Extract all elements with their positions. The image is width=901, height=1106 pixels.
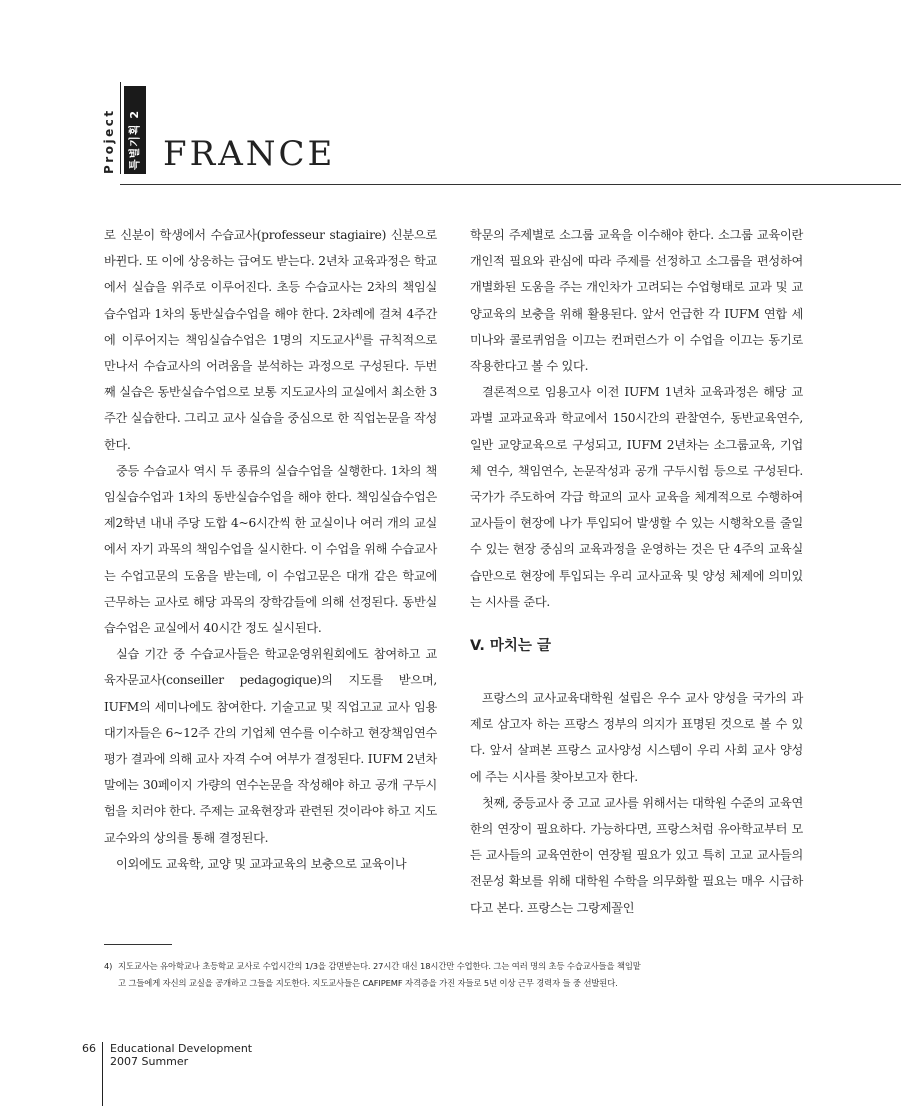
section-heading: V. 마치는 글 (470, 638, 551, 655)
footnote-rule (104, 944, 172, 945)
header-rule (120, 184, 901, 185)
paragraph: 실습 기간 중 수습교사들은 학교운영위원회에도 참여하고 교육자문교사(conseiller pedagogique)의 지도를 받으며, IUFM의 세미나에도 참여한다. 기술고교 및 직업고교 교사 임용대기자들은 6~12주 간의 기업체 연수를 이수하고 현장책임연수 평가 결과에 의해 교사 자격 수여 여부가 결정된다. IUFM 2년차 말에는 30페이지 가량의 연수논문을 작성해야 하고 공개 구두시험을 치러야 한다. 주제는 교육현장과 관련된 것이라야 하고 지도교수와의 상의를 통해 결정된다. (104, 647, 437, 845)
paragraph: 첫째, 중등교사 중 고교 교사를 위해서는 대학원 수준의 교육연한의 연장이 필요하다. 가능하다면, 프랑스처럼 유아학교부터 모든 교사들의 교육연한이 연장될 필요가 있고 특히 고교 교사들의 전문성 확보를 위해 대학원 수학을 의무화할 필요는 매우 시급하다고 본다. 프랑스는 그랑제꼴인 (470, 795, 803, 915)
footnote-ref[interactable]: 4) (355, 332, 362, 341)
paragraph: 학문의 주제별로 소그룹 교육을 이수해야 한다. 소그룹 교육이란 개인적 필요와 관심에 따라 주제를 선정하고 소그룹을 편성하여 개별화된 도움을 주는 개인차가 고려되는 수업형태로 교과 및 교양교육의 보충을 위해 활용된다. 앞서 언급한 각 IUFM 연합 세미나와 콜로퀴엄을 이끄는 컨퍼런스가 이 수업을 이끄는 동기로 작용한다고 볼 수 있다. (470, 228, 803, 374)
footer-vertical-rule (102, 1042, 103, 1106)
page-number: 66 (82, 1042, 96, 1055)
footnote-line: 고 그들에게 자신의 교실을 공개하고 그들을 지도한다. 지도교사들은 CAFIPEMF 자격증을 가진 자들로 5년 이상 근무 경력자 들 중 선발된다. (118, 978, 618, 988)
left-column (104, 222, 437, 877)
magazine-name (110, 1042, 252, 1068)
paragraph: 결론적으로 임용고사 이전 IUFM 1년차 교육과정은 해당 교과별 교과교육과 학교에서 150시간의 관찰연수, 동반교육연수, 일반 교양교육으로 구성되고, IUFM 2년차는 소그룹교육, 기업체 연수, 책임연수, 논문작성과 공개 구두시험 등으로 구성된다. 국가가 주도하여 각급 학교의 교사 교육을 체계적으로 수행하여 교사들이 현장에 나가 투입되어 발생할 수 있는 시행착오를 줄일 수 있는 현장 중심의 교육과정을 운영하는 것은 단 4주의 교육실습만으로 현장에 투입되는 우리 교사교육 및 양성 체제에 의미있는 시사를 준다. (470, 385, 803, 609)
magazine-title: Educational Development (110, 1042, 253, 1055)
footnote-line (104, 958, 804, 975)
paragraph-text: 로 신분이 학생에서 수습교사(professeur stagiaire) 신분으로 바뀐다. 또 이에 상응하는 급여도 받는다. 2년차 교육과정은 학교에서 실습을 위주로 이루어진다. 초등 수습교사는 2차의 책임실습수업과 1차의 동반실습수업을 해야 한다. 2차례에 걸쳐 4주간에 이루어지는 책임실습수업은 1명의 지도교사 (104, 228, 437, 347)
header-vertical-rule (120, 82, 121, 174)
footnote-text: 지도교사는 유아학교나 초등학교 교사로 수업시간의 1/3을 감면받는다. 27시간 대신 18시간만 수업한다. 그는 여러 명의 초등 수습교사들을 책임맡 (118, 961, 641, 971)
paragraph (104, 222, 437, 458)
right-column (470, 222, 803, 921)
section-label: Project (102, 108, 116, 174)
footnote (104, 958, 804, 992)
magazine-issue: 2007 Summer (110, 1055, 189, 1068)
paragraph-text: 를 규칙적으로 만나서 수습교사의 어려움을 분석하는 과정으로 구성된다. 두번째 실습은 동반실습수업으로 보통 지도교사의 교실에서 최소한 3주간 실습한다. 그리고 교사 실습을 중심으로 한 직업논문을 작성한다. (104, 332, 437, 452)
page-title: FRANCE (163, 134, 336, 174)
section-spacer (470, 659, 803, 685)
paragraph: 중등 수습교사 역시 두 종류의 실습수업을 실행한다. 1차의 책임실습수업과 1차의 동반실습수업을 해야 한다. 책임실습수업은 제2학년 내내 주당 도합 4~6시간씩 한 교실이나 여러 개의 교실에서 자기 과목의 책임수업을 실시한다. 이 수업을 위해 수습교사는 수업고문의 도움을 받는데, 이 수업고문은 대개 같은 학교에 근무하는 교사로 해당 과목의 장학감들에 의해 선정된다. 동반실습수업은 교실에서 40시간 정도 실시된다. (104, 463, 437, 636)
paragraph: 이외에도 교육학, 교양 및 교과교육의 보충으로 교육이나 (116, 856, 407, 871)
paragraph: 프랑스의 교사교육대학원 설립은 우수 교사 양성을 국가의 과제로 삼고자 하는 프랑스 정부의 의지가 표명된 것으로 볼 수 있다. 앞서 살펴본 프랑스 교사양성 시스템이 우리 사회 교사 양성에 주는 시사를 찾아보고자 한다. (470, 691, 803, 784)
footnote-number: 4) (104, 961, 113, 971)
series-tag: 특별기획 2 (128, 110, 141, 170)
